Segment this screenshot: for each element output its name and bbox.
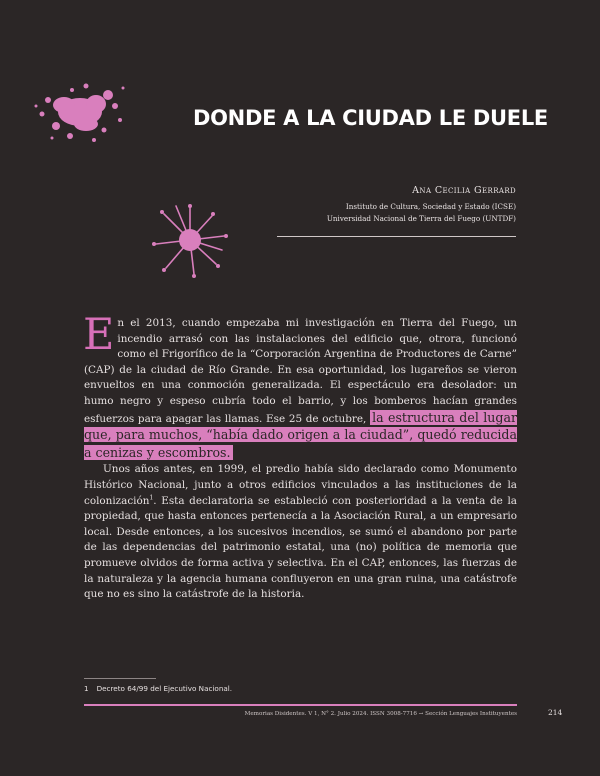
article-body bbox=[83, 310, 517, 603]
author-name: Ana Cecilia Gerrard bbox=[412, 185, 516, 196]
footnote-number: 1 bbox=[84, 684, 89, 693]
footnote bbox=[84, 684, 232, 693]
journal-citation: Memorias Disidentes. V 1, N° 2. Julio 2024. ISSN 3008-7716 → Sección Lenguajes Instituyentes bbox=[244, 711, 517, 717]
author-affiliation-2: Universidad Nacional de Tierra del Fuego (UNTDF) bbox=[326, 214, 516, 223]
author-divider bbox=[277, 236, 516, 237]
paragraph-1-text: n el 2013, cuando empezaba mi investigación en Tierra del Fuego, un incendio arrasó con las instalaciones del edificio que, otrora, funcionó como el Frigorífico de la “Corporación Argentina de Productores de Carne” (CAP) de la ciudad de Río Grande. En esa oportunidad, los lugareños se vieron envueltos en una conmoción generalizada. El espectáculo era desolador: un humo negro y espeso cubría todo el barrio, y los bomberos hacían grandes esfuerzos para apagar las llamas. Ese 25 de octubre, bbox=[84, 317, 517, 425]
paragraph-2-text-b: . Esta declaratoria se estableció con posterioridad a la venta de la propiedad, que hasta entonces pertenecía a la Asociación Rural, a un empresario local. Desde entonces, a los sucesivos incendios, se sumó el abandono por parte de las dependencias del patrimonio estatal, una (no) política de memoria que promueve olvidos de forma activa y selectiva. En el CAP, entonces, las fuerzas de la naturaleza y la agencia humana confluyeron en una gran ruina, una catástrofe que no es sino la catástrofe de la historia. bbox=[84, 494, 517, 601]
paragraph-2 bbox=[84, 462, 517, 602]
drop-cap: E bbox=[83, 310, 115, 360]
footnote-reference[interactable]: 1 bbox=[149, 494, 154, 502]
highlighted-quote: la estructura del lugar que, para muchos, “había dado origen a la ciudad”, quedó reducida a cenizas y escombros. bbox=[84, 409, 517, 460]
author-affiliation-1: Instituto de Cultura, Sociedad y Estado (ICSE) bbox=[345, 202, 516, 211]
page-number: 214 bbox=[548, 708, 563, 717]
footnote-divider bbox=[84, 678, 156, 679]
paint-splatter-middle-icon bbox=[150, 200, 230, 280]
paint-splatter-top-icon bbox=[28, 78, 128, 148]
article-title: DONDE A LA CIUDAD LE DUELE bbox=[193, 106, 548, 130]
footer-divider bbox=[84, 704, 517, 706]
paragraph-2-text-a: Unos años antes, en 1999, el predio había sido declarado como Monumento Histórico Nacional, junto a otros edificios vinculados a las instituciones de la colonización bbox=[84, 463, 517, 507]
paragraph-1 bbox=[83, 310, 517, 462]
footnote-text: Decreto 64/99 del Ejecutivo Nacional. bbox=[96, 684, 233, 693]
